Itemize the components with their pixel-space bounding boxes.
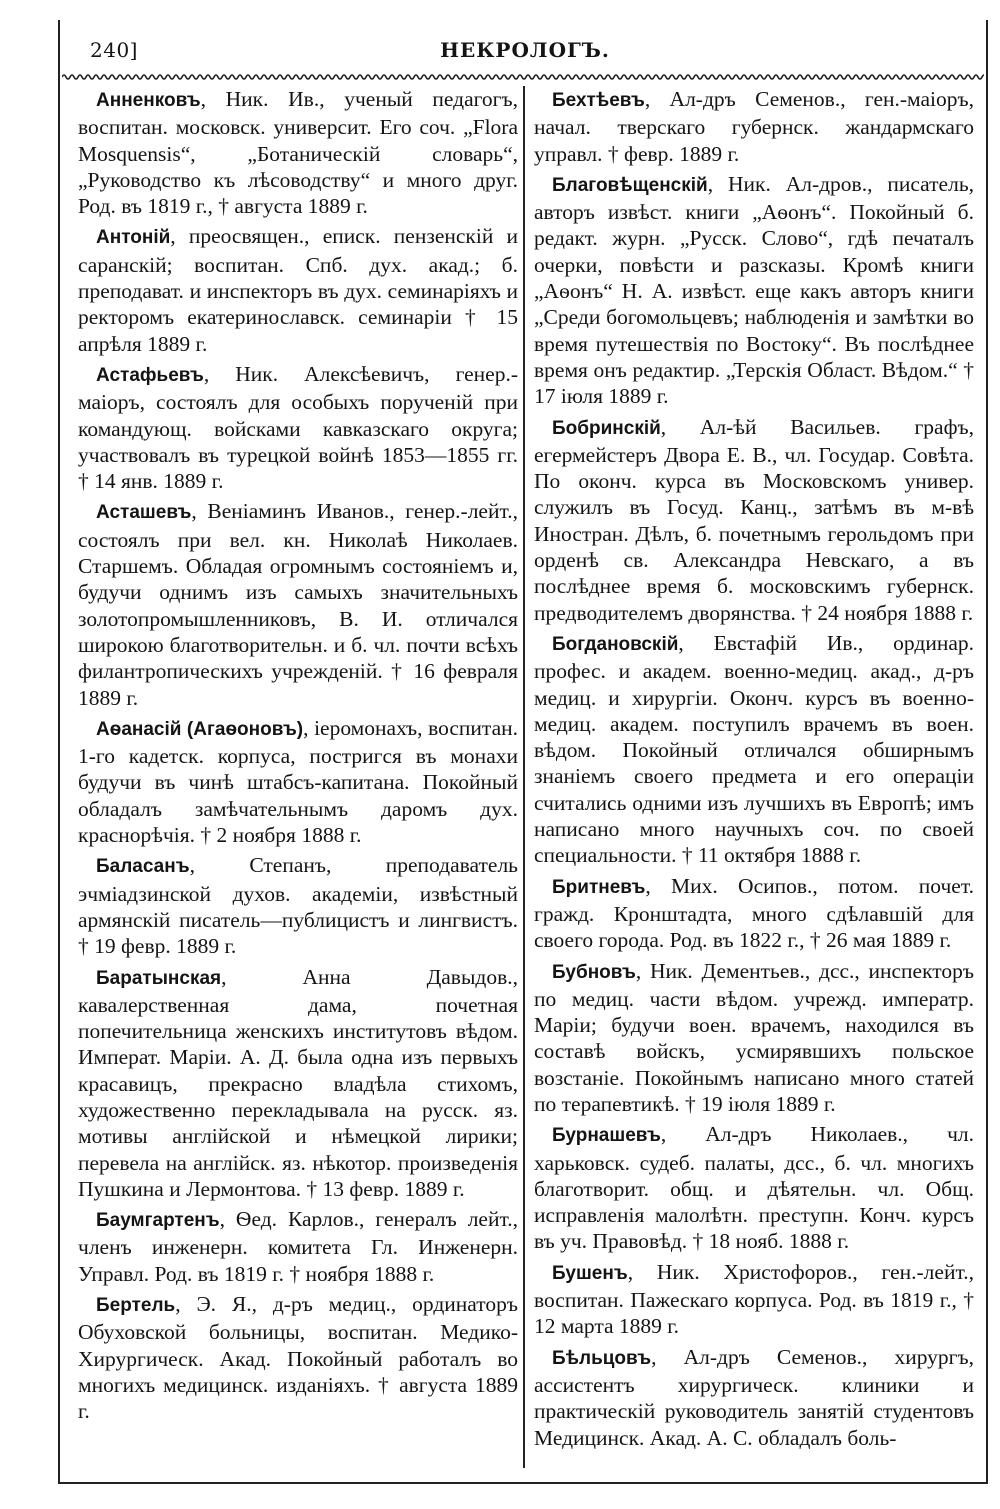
entry-text: , Ал-дръ Николаев., чл. харьковск. судеб. палаты, дсс., б. чл. многихъ благотворит. общ. и дѣятельн. чл. Общ. исправленія малолѣтн. преступн. Конч. курсъ въ уч. Правовѣд. † 18 нояб. 1888 г. (534, 1122, 974, 1254)
obituary-entry (78, 223, 518, 356)
obituary-entry (78, 86, 518, 219)
entry-text: , Ал-ѣй Васильев. графъ, егермейстеръ Двора Е. В., чл. Государ. Совѣта. По оконч. курса въ Московскомъ универ. служилъ въ Госуд. Канц., затѣмъ въ м-вѣ Иностран. Дѣлъ, б. почетнымъ герольдомъ при орденѣ св. Александра Невскаго, а въ послѣднее время б. московскимъ губернск. предводителемъ дворянства. † 24 ноября 1888 г. (534, 414, 974, 625)
entry-text: , преосвящен., епиcк. пензенскій и саранскій; воспитан. Спб. дух. акад.; б. преподават. и инспекторъ въ дух. семинаріяхъ и ректоромъ екатеринославск. семинаріи † 15 апрѣля 1889 г. (78, 224, 518, 356)
obituary-entry (534, 86, 974, 167)
obituary-entry (534, 171, 974, 410)
obituary-entry (78, 1206, 518, 1287)
page-header (80, 32, 970, 72)
obituary-entry (534, 958, 974, 1118)
obituary-entry (78, 964, 518, 1203)
obituary-entry (78, 715, 518, 848)
entry-text: , Ал-дръ Семенов., ген.-маіоръ, начал. тверскаго губернск. жандармскаго управл. † февр. 1889 г. (534, 87, 974, 166)
entry-text: , Э. Я., д-ръ медиц., ординаторъ Обуховской больницы, воспитан. Медико-Хирургическ. Акад. Покойный работалъ во многихъ медицинск. изданіяхъ. † августа 1889 г. (78, 1292, 518, 1424)
obituary-entry (534, 414, 974, 626)
obituary-entry (78, 852, 518, 959)
entry-name: Бубновъ (552, 961, 636, 983)
obituary-entry (78, 1291, 518, 1424)
entry-name: Асташевъ (96, 502, 192, 524)
entry-name: Анненковъ (96, 90, 201, 111)
entry-name: Бушенъ (552, 1262, 628, 1284)
entry-name: Баумгартенъ (96, 1210, 220, 1232)
column-divider (523, 86, 525, 1468)
wavy-rule-divider (62, 72, 984, 82)
entry-name: Бѣльцовъ (552, 1347, 652, 1369)
entry-name: Аѳанасій (Агаѳоновъ) (96, 718, 304, 740)
entry-text: , Степанъ, преподаватель эчміадзинской духов. академіи, извѣстный армянскій писатель—публицистъ и лингвистъ. † 19 февр. 1889 г. (78, 853, 518, 959)
right-column (534, 86, 974, 1455)
entry-name: Астафьевъ (96, 364, 204, 386)
entry-text: , іеромонахъ, воспитан. 1-го кадетск. корпуса, постригся въ монахи будучи въ чинѣ штабсъ-капитана. Покойный обладалъ замѣчательнымъ даромъ дух. краснорѣчія. † 2 ноября 1888 г. (78, 715, 518, 848)
entry-text: , Ник. Христофоров., ген.-лейт., воспитан. Пажескаго корпуса. Род. въ 1819 г., † 12 марта 1889 г. (534, 1259, 974, 1339)
entry-name: Бобринскій (552, 417, 661, 439)
entry-name: Бритневъ (552, 876, 646, 898)
page-number: 240] (90, 38, 138, 62)
entry-name: Бурнашевъ (552, 1125, 661, 1147)
entry-text: , Евстафій Ив., ординар. профес. и академ. военно-медиц. акад., д-ръ медиц. и хирургіи. Оконч. курсъ въ военно-медиц. академ. поступилъ врачемъ въ воен. вѣдом. Покойный отличался обширнымъ знаніемъ своего предмета и его операціи считались одними изъ лучшихъ въ Европѣ; имъ написано много научныхъ соч. по своей специальности. † 11 октября 1888 г. (534, 630, 974, 868)
obituary-entry (78, 498, 518, 710)
entry-text: , Веніаминъ Иванов., генер.-лейт., состоялъ при вел. кн. Николаѣ Николаев. Старшемъ. Обладая огромнымъ состояніемъ и, будучи однимъ изъ самыхъ значительныхъ золотопромышленниковъ, В. И. отличался широкою благотворительн. и б. чл. почти всѣхъ филантропическихъ учрежденій. † 16 февраля 1889 г. (78, 499, 518, 710)
entry-text: , Ѳед. Карлов., генералъ лейт., членъ инженерн. комитета Гл. Инженерн. Управл. Род. въ 1819 г. † ноября 1888 г. (78, 1207, 518, 1286)
running-title: НЕКРОЛОГЪ. (440, 38, 610, 62)
entry-name: Бертель (96, 1295, 176, 1317)
left-column (78, 86, 518, 1429)
entry-name: Баласанъ (96, 856, 190, 878)
entry-text: , Анна Давыдов., кавалерственная дама, почетная попечительница женскихъ институтовъ вѣдом. Императ. Маріи. А. Д. была одна изъ первыхъ красавицъ, прекрасно владѣла стихомъ, художественно перекладывала на русск. яз. мотивы англійской и нѣмецкой лирики; перевела на англійск. яз. нѣкотор. произведенія Пушкина и Лермонтова. † 13 февр. 1889 г. (78, 964, 518, 1201)
entry-name: Баратынская (96, 967, 222, 989)
obituary-entry (534, 873, 974, 954)
entry-name: Богдановскій (552, 633, 679, 655)
entry-text: , Ник. Ив., ученый педагогъ, воспитан. московск. университ. Его соч. „Flora Mosquensis“, „Ботаническій словарь“, „Руководство къ лѣсоводству“ и много друг. Род. въ 1819 г., † августа 1889 г. (78, 87, 518, 219)
entry-text: , Мих. Осипов., потом. почет. гражд. Кронштадта, много сдѣлавшій для своего города. Род. въ 1822 г., † 26 мая 1889 г. (534, 873, 974, 953)
entry-text: , Ник. Дементьев., дсс., инспекторъ по медиц. части вѣдом. учрежд. императр. Маріи; будучи воен. врачемъ, находился въ составѣ войскъ, усмирявшихъ польское возстаніе. Покойнымъ написано много статей по терапевтикѣ. † 19 іюля 1889 г. (534, 958, 974, 1116)
entry-name: Антоній (96, 227, 171, 249)
entry-name: Бехтѣевъ (552, 90, 645, 111)
entry-name: Благовѣщенскій (552, 174, 708, 196)
entry-text: , Ал-дръ Семенов., хирургъ, ассистентъ хирургическ. клиники и практическій руководитель занятій студентовъ Медицинск. Акад. А. С. обладалъ боль- (534, 1344, 974, 1450)
entry-text: , Ник. Ал-дров., писатель, авторъ извѣст. книги „Аѳонъ“. Покойный б. редакт. журн. „Русск. Слово“, гдѣ печаталъ очерки, повѣсти и разсказы. Кромѣ книги „Аѳонъ“ Н. А. извѣст. еще какъ авторъ книги „Среди богомольцевъ; наблюденія и замѣтки во время путешествія по Востоку“. Въ послѣднее время онъ редактир. „Терскія Област. Вѣдом.“ † 17 іюля 1889 г. (534, 171, 974, 409)
obituary-entry (534, 1259, 974, 1340)
obituary-entry (534, 1121, 974, 1254)
entry-text: , Ник. Алексѣевичъ, генер.-маіоръ, состоялъ для особыхъ порученій при командующ. войсками кавказскаго округа; участвовалъ въ турецкой войнѣ 1853—1855 гг. † 14 янв. 1889 г. (78, 361, 518, 494)
obituary-entry (78, 361, 518, 494)
obituary-entry (534, 630, 974, 869)
obituary-entry (534, 1344, 974, 1451)
